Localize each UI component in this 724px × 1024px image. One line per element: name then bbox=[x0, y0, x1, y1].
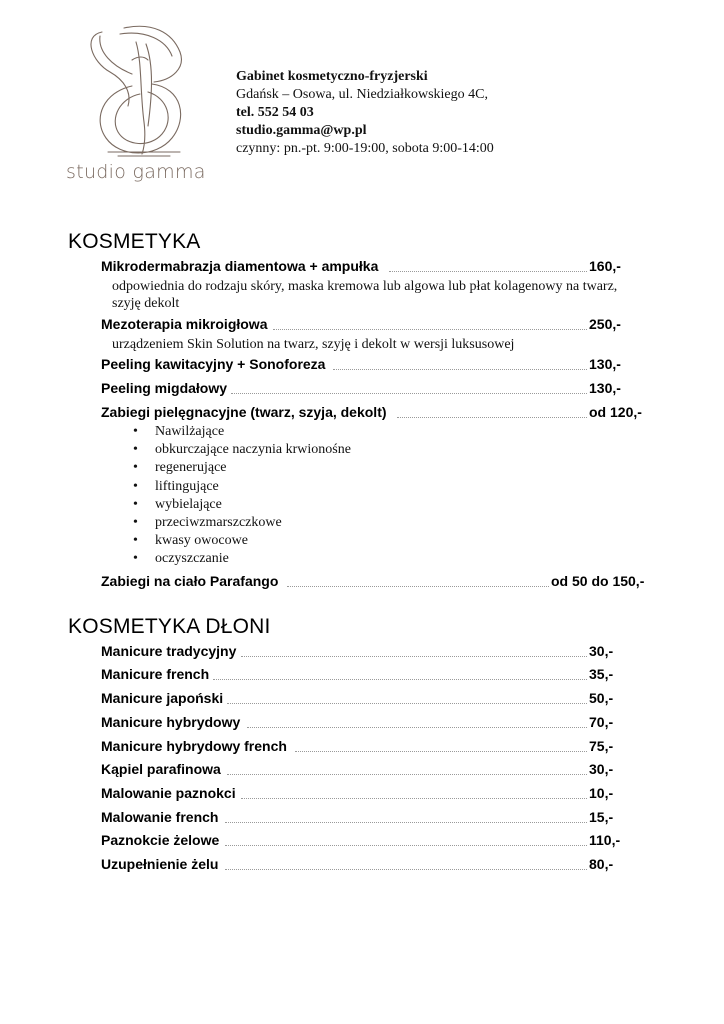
dot-leader bbox=[295, 751, 587, 752]
service-name: Uzupełnienie żelu bbox=[101, 856, 219, 872]
service-price: 30,- bbox=[589, 761, 614, 777]
list-item bbox=[133, 478, 351, 496]
email: studio.gamma@wp.pl bbox=[236, 123, 367, 138]
service-price: od 120,- bbox=[589, 404, 642, 420]
service-name: Manicure japoński bbox=[101, 690, 224, 706]
bullet-dot: • bbox=[133, 533, 138, 549]
dot-leader bbox=[389, 271, 587, 272]
dot-leader bbox=[397, 417, 587, 418]
service-price: 80,- bbox=[589, 856, 614, 872]
service-name: Malowanie french bbox=[101, 809, 219, 825]
service-price: 70,- bbox=[589, 714, 614, 730]
salon-name: Gabinet kosmetyczno-fryzjerski bbox=[236, 69, 428, 84]
list-item-label: wybielające bbox=[155, 496, 222, 512]
description-line: odpowiednia do rodzaju skóry, maska kremowa lub algowa lub płat kolagenowy na twarz, bbox=[112, 279, 618, 294]
list-item-label: obkurczające naczynia krwionośne bbox=[155, 442, 351, 458]
price-row bbox=[101, 666, 621, 684]
dot-leader bbox=[213, 679, 587, 680]
bullet-dot: • bbox=[133, 478, 138, 494]
list-item bbox=[133, 532, 351, 550]
price-row bbox=[101, 573, 649, 591]
bullet-dot: • bbox=[133, 496, 138, 512]
list-item bbox=[133, 514, 351, 532]
service-name: Peeling migdałowy bbox=[101, 380, 228, 396]
price-row bbox=[101, 690, 621, 708]
dot-leader bbox=[247, 727, 587, 728]
service-price: 160,- bbox=[589, 258, 621, 274]
dot-leader bbox=[231, 393, 587, 394]
section-title-kosmetyka: KOSMETYKA bbox=[68, 230, 201, 253]
dot-leader bbox=[225, 869, 587, 870]
dot-leader bbox=[227, 703, 587, 704]
bullet-dot: • bbox=[133, 551, 138, 567]
list-item bbox=[133, 550, 351, 568]
dot-leader bbox=[241, 656, 587, 657]
service-name: Manicure hybrydowy bbox=[101, 714, 241, 730]
contact-info bbox=[236, 68, 494, 158]
service-price: 110,- bbox=[589, 832, 621, 848]
dot-leader bbox=[273, 329, 587, 330]
list-item-label: Nawilżające bbox=[155, 424, 225, 439]
service-description: urządzeniem Skin Solution na twarz, szyję i dekolt w wersji luksusowej bbox=[112, 337, 515, 352]
price-row bbox=[101, 714, 621, 732]
list-item bbox=[133, 459, 351, 477]
price-row bbox=[101, 738, 621, 756]
list-item bbox=[133, 441, 351, 459]
list-item bbox=[133, 423, 351, 441]
opening-hours: czynny: pn.-pt. 9:00-19:00, sobota 9:00-14:00 bbox=[236, 141, 494, 156]
price-row bbox=[101, 258, 631, 276]
service-name: Zabiegi pielęgnacyjne (twarz, szyja, dekolt) bbox=[101, 404, 387, 420]
list-item-label: kwasy owocowe bbox=[155, 533, 248, 549]
dot-leader bbox=[333, 369, 587, 370]
list-item bbox=[133, 496, 351, 514]
service-name: Malowanie paznokci bbox=[101, 785, 236, 801]
service-price: 15,- bbox=[589, 809, 614, 825]
service-name: Mezoterapia mikroigłowa bbox=[101, 316, 268, 332]
service-name: Kąpiel parafinowa bbox=[101, 761, 221, 777]
phone: tel. 552 54 03 bbox=[236, 105, 314, 120]
service-price: 50,- bbox=[589, 690, 614, 706]
bullet-dot: • bbox=[133, 514, 138, 530]
price-row bbox=[101, 785, 621, 803]
dot-leader bbox=[225, 845, 587, 846]
list-item-label: liftingujące bbox=[155, 478, 219, 494]
price-row bbox=[101, 356, 631, 374]
list-item-label: oczyszczanie bbox=[155, 551, 229, 567]
description-line: szyję dekolt bbox=[112, 296, 180, 311]
address: Gdańsk – Osowa, ul. Niedziałkowskiego 4C, bbox=[236, 87, 488, 102]
service-price: od 50 do 150,- bbox=[551, 573, 645, 589]
service-name: Manicure hybrydowy french bbox=[101, 738, 287, 754]
section-title-kosmetyka-dloni: KOSMETYKA DŁONI bbox=[68, 615, 271, 638]
service-name: Peeling kawitacyjny + Sonoforeza bbox=[101, 356, 326, 372]
bullet-dot: • bbox=[133, 442, 138, 458]
service-price: 30,- bbox=[589, 643, 614, 659]
treatment-types-list bbox=[133, 423, 351, 569]
price-row bbox=[101, 404, 646, 422]
service-name: Paznokcie żelowe bbox=[101, 832, 220, 848]
dot-leader bbox=[227, 774, 587, 775]
price-row bbox=[101, 643, 621, 661]
service-price: 10,- bbox=[589, 785, 614, 801]
service-description bbox=[112, 278, 617, 312]
bullet-dot: • bbox=[133, 424, 138, 439]
service-name: Mikrodermabrazja diamentowa + ampułka bbox=[101, 258, 379, 274]
price-row bbox=[101, 809, 621, 827]
price-row bbox=[101, 380, 631, 398]
dot-leader bbox=[225, 822, 587, 823]
service-price: 130,- bbox=[589, 356, 621, 372]
list-item-label: przeciwzmarszczkowe bbox=[155, 514, 282, 530]
price-row bbox=[101, 856, 621, 874]
service-price: 35,- bbox=[589, 666, 614, 682]
list-item-label: regenerujące bbox=[155, 460, 227, 476]
service-price: 250,- bbox=[589, 316, 621, 332]
service-name: Zabiegi na ciało Parafango bbox=[101, 573, 279, 589]
price-row bbox=[101, 832, 626, 850]
dot-leader bbox=[287, 586, 549, 587]
service-price: 75,- bbox=[589, 738, 614, 754]
logo-text: studio gamma bbox=[66, 161, 206, 183]
price-row bbox=[101, 761, 621, 779]
price-row bbox=[101, 316, 631, 334]
service-name: Manicure tradycyjny bbox=[101, 643, 237, 659]
dot-leader bbox=[241, 798, 587, 799]
bullet-dot: • bbox=[133, 460, 138, 476]
service-name: Manicure french bbox=[101, 666, 210, 682]
service-price: 130,- bbox=[589, 380, 621, 396]
